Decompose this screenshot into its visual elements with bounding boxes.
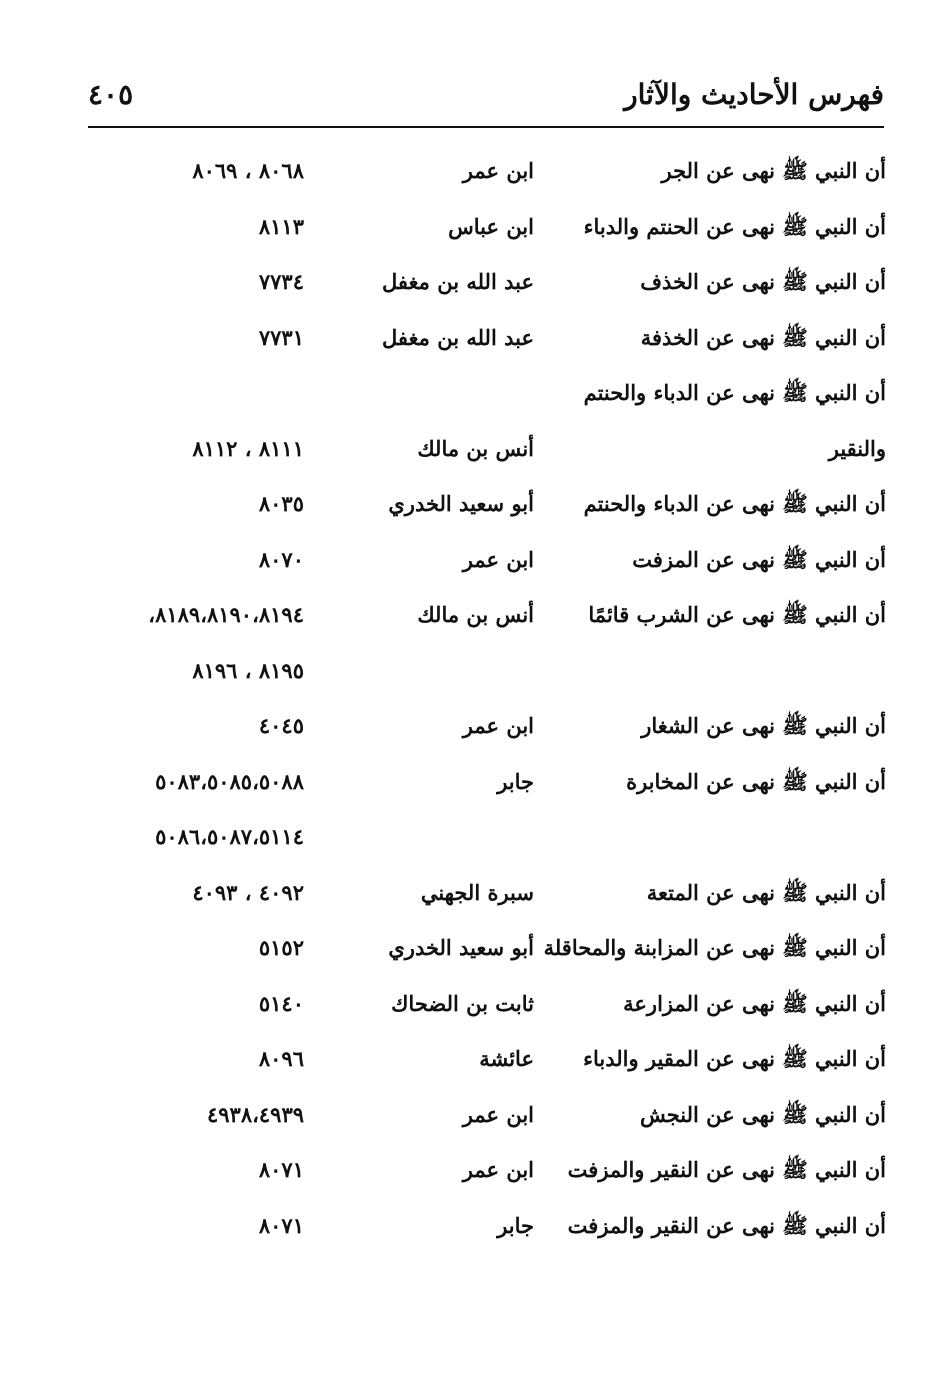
narrator-name: جابر: [497, 768, 534, 794]
index-entry: [0, 925, 928, 981]
hadith-text: أن النبي ﷺ نهى عن الشغار: [641, 713, 886, 738]
index-entry: [0, 370, 928, 426]
narrator-name: ابن عمر: [462, 713, 534, 738]
hadith-text: أن النبي ﷺ نهى عن الجر: [661, 158, 886, 183]
hadith-text: أن النبي ﷺ نهى عن النقير والمزفت: [567, 1157, 886, 1182]
narrator-name: أنس بن مالك: [417, 602, 534, 627]
index-entry: [0, 1092, 928, 1148]
narrator-name: أنس بن مالك: [417, 435, 534, 461]
hadith-text: أن النبي ﷺ نهى عن المتعة: [646, 879, 886, 905]
index-entry: [0, 648, 928, 704]
narrator-name: ابن عمر: [462, 1101, 534, 1127]
hadith-text: أن النبي ﷺ نهى عن النقير والمزفت: [567, 1212, 886, 1238]
reference-numbers: ٨٠٣٥: [258, 491, 304, 516]
index-entry: [0, 204, 928, 260]
hadith-text: أن النبي ﷺ نهى عن الخذفة: [640, 324, 886, 350]
reference-numbers: ٤٩٣٨،٤٩٣٩: [206, 1101, 304, 1127]
hadith-text: أن النبي ﷺ نهى عن المخابرة: [626, 768, 886, 794]
narrator-name: عائشة: [479, 1046, 534, 1071]
hadith-text: أن النبي ﷺ نهى عن المزفت: [632, 546, 886, 572]
index-entry: [0, 759, 928, 815]
narrator-name: أبو سعيد الخدري: [388, 491, 534, 516]
reference-numbers: ٥٠٨٦،٥٠٨٧،٥١١٤: [155, 824, 304, 849]
hadith-index-list: [0, 148, 928, 1258]
hadith-text: أن النبي ﷺ نهى عن المزابنة والمحاقلة: [543, 935, 886, 960]
narrator-name: أبو سعيد الخدري: [388, 935, 534, 960]
narrator-name: جابر: [497, 1212, 534, 1238]
narrator-name: ابن عمر: [462, 158, 534, 183]
hadith-text: والنقير: [828, 435, 886, 461]
reference-numbers: ٨٠٧١: [258, 1157, 304, 1182]
index-entry: [0, 1036, 928, 1092]
reference-numbers: ٨١٩٥ ، ٨١٩٦: [192, 657, 304, 683]
reference-numbers: ٨٠٩٦: [258, 1046, 304, 1071]
index-entry: [0, 426, 928, 482]
narrator-name: سبرة الجهني: [420, 879, 534, 905]
reference-numbers: ٧٧٣٤: [258, 269, 304, 294]
index-entry: [0, 814, 928, 870]
reference-numbers: ٨١١٣: [258, 213, 304, 239]
page-title: فهرس الأحاديث والآثار: [624, 78, 884, 111]
page-number: ٤٠٥: [88, 78, 134, 111]
page-header: [88, 72, 884, 128]
reference-numbers: ٨٠٦٨ ، ٨٠٦٩: [192, 158, 304, 183]
reference-numbers: ٤٠٤٥: [258, 713, 304, 738]
reference-numbers: ٧٧٣١: [258, 324, 304, 350]
hadith-text: أن النبي ﷺ نهى عن الدباء والحنتم: [583, 491, 886, 516]
narrator-name: ثابت بن الضحاك: [391, 990, 534, 1016]
narrator-name: ابن عمر: [462, 546, 534, 572]
narrator-name: ابن عمر: [462, 1157, 534, 1182]
index-entry: [0, 259, 928, 315]
reference-numbers: ٥٠٨٣،٥٠٨٥،٥٠٨٨: [155, 768, 304, 794]
index-entry: [0, 592, 928, 648]
index-entry: [0, 703, 928, 759]
reference-numbers: ٨٠٧١: [258, 1212, 304, 1238]
hadith-text: أن النبي ﷺ نهى عن الحنتم والدباء: [583, 213, 886, 239]
reference-numbers: ٥١٤٠: [258, 990, 304, 1016]
hadith-text: أن النبي ﷺ نهى عن الشرب قائمًا: [588, 602, 886, 627]
reference-numbers: ٥١٥٢: [258, 935, 304, 960]
reference-numbers: ٨١٨٩،٨١٩٠،٨١٩٤،: [148, 602, 304, 627]
narrator-name: عبد الله بن مغفل: [381, 269, 534, 294]
hadith-text: أن النبي ﷺ نهى عن النجش: [639, 1101, 886, 1127]
index-entry: [0, 870, 928, 926]
index-entry: [0, 537, 928, 593]
index-entry: [0, 1147, 928, 1203]
narrator-name: عبد الله بن مغفل: [381, 324, 534, 350]
index-entry: [0, 148, 928, 204]
hadith-text: أن النبي ﷺ نهى عن الدباء والحنتم: [583, 380, 886, 405]
hadith-text: أن النبي ﷺ نهى عن المزارعة: [623, 990, 886, 1016]
index-entry: [0, 315, 928, 371]
index-entry: [0, 981, 928, 1037]
index-entry: [0, 481, 928, 537]
index-entry: [0, 1203, 928, 1259]
reference-numbers: ٨١١١ ، ٨١١٢: [192, 435, 304, 461]
hadith-text: أن النبي ﷺ نهى عن المقير والدباء: [583, 1046, 886, 1071]
reference-numbers: ٨٠٧٠: [258, 546, 304, 572]
hadith-text: أن النبي ﷺ نهى عن الخذف: [640, 269, 886, 294]
narrator-name: ابن عباس: [448, 213, 534, 239]
reference-numbers: ٤٠٩٢ ، ٤٠٩٣: [192, 879, 304, 905]
